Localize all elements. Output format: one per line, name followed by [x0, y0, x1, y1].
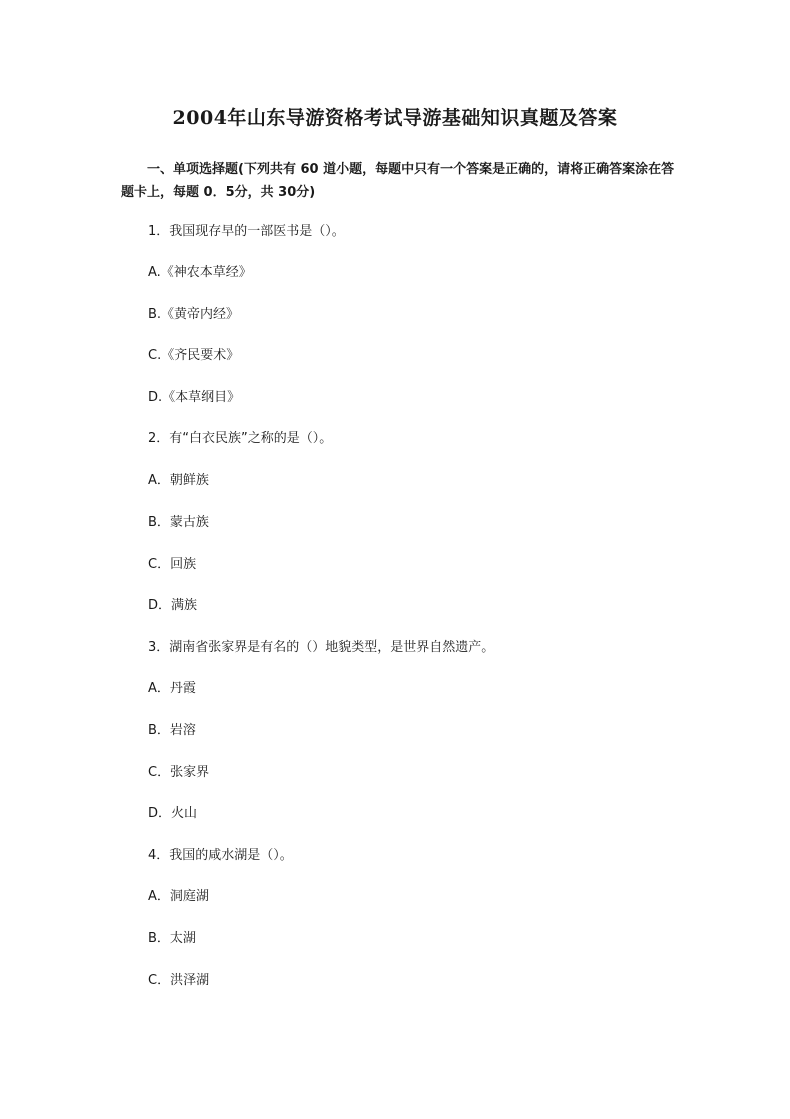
question-3-stem: 3．湖南省张家界是有名的（）地貌类型，是世界自然遗产。	[148, 640, 495, 655]
question-1-option-b: B.《黄帝内经》	[148, 307, 240, 322]
question-2-option-d: D．满族	[148, 598, 198, 613]
question-1-stem: 1．我国现存早的一部医书是（）。	[148, 224, 345, 239]
question-4-stem: 4．我国的咸水湖是（）。	[148, 848, 293, 863]
document-title: 2004年山东导游资格考试导游基础知识真题及答案	[172, 107, 618, 129]
question-3-option-c: C．张家界	[148, 765, 210, 780]
question-4-option-b: B．太湖	[148, 931, 196, 946]
question-2-option-b: B．蒙古族	[148, 515, 209, 530]
question-4-option-a: A．洞庭湖	[148, 889, 209, 904]
question-2-option-c: C．回族	[148, 557, 197, 572]
question-1-option-a: A.《神农本草经》	[148, 265, 252, 280]
question-1-option-c: C.《齐民要术》	[148, 348, 240, 363]
question-3-option-d: D．火山	[148, 806, 198, 821]
section-intro: 一、单项选择题(下列共有 60 道小题，每题中只有一个答案是正确的，请将正确答案涂在答题卡上，每题 0．5分，共 30分)	[121, 162, 675, 200]
question-2-stem: 2．有“白衣民族”之称的是（）。	[148, 431, 333, 446]
question-2-option-a: A．朝鲜族	[148, 473, 209, 488]
question-1-option-d: D.《本草纲目》	[148, 390, 241, 405]
question-4-option-c: C．洪泽湖	[148, 973, 210, 988]
question-3-option-b: B．岩溶	[148, 723, 196, 738]
question-3-option-a: A．丹霞	[148, 681, 196, 696]
